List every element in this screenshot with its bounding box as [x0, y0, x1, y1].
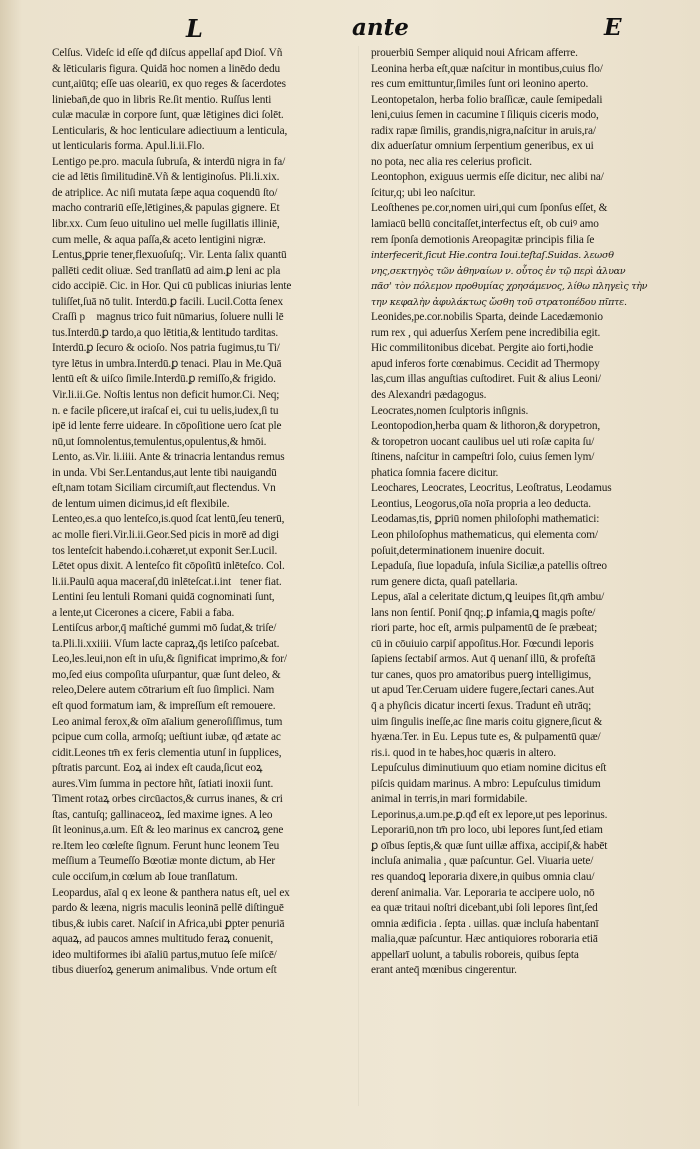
text-line: Vir.li.ii.Ge. Noſtis lentus non deficit humor.Ci. Neq; [52, 389, 280, 402]
text-line: Interdū.ꝑ ſecuro & ocioſo. Nos patria fugimus,tu Ti/ [52, 342, 280, 355]
right-text-column [371, 46, 671, 979]
text-line: Craſſi pᷓ magnus trico fuit nūmarius, ſoluere nulli lē [52, 311, 284, 324]
text-line: πᾶσ' τὸν πόλεμον προθυμίας χρησάμενος, λίθω πληγεὶς τὴν [371, 281, 648, 293]
text-line: Lento, as.Vir. li.iiii. Ante & trinacria lentandus remus [52, 451, 285, 464]
text-line: poſuit,determinationem inuenire docuit. [371, 544, 545, 557]
text-line: Leporariū,non tm̄ pro loco, ubi lepores ſunt,ſed etiam [371, 824, 603, 837]
text-line: de atriplice. Ac niſi mutata ſæpe aqua coquendū ſto/ [52, 186, 278, 199]
text-line: Lenteo,es.a quo lenteſco,is.quod ſcat lentū,ſeu tenerū, [52, 513, 285, 526]
text-line: pardo & leæna, nigris maculis leoninā pellē diſtinguē [52, 902, 284, 915]
text-line: eſt quod formatum iam, & impreſſum eſt remouere. [52, 699, 276, 712]
text-line: rem ſponſa demotionis Areopagitæ principis filia ſe [371, 233, 595, 246]
text-line: νης,σεκτηγὸς τῶν ἀθηναίων ν. οὗτος ἐν τῷ περὶ ἀλυαν [371, 265, 626, 277]
text-line: & toropetron uocant caulibus uel uti roſæ capita ſu/ [371, 435, 595, 448]
text-line: ꝑ oībus ſeptis,& quæ ſunt uillæ affixa, accipiſ,& habēt [371, 839, 608, 852]
text-line: ſtinens, naſcitur in campeſtri ſolo, cuius ſemen lym/ [371, 451, 595, 464]
text-line: apud inferos forte cœnabimus. Cecidit ad Thermopy [371, 357, 600, 370]
text-line: eſt,nam totam Siciliam circumiſt,aut flectendus. Vn [52, 482, 276, 495]
text-line: meſſium a Teumeſſo Bœotiæ monte dictum, ab Her [52, 855, 276, 868]
text-line: prouerbiū Semper aliquid noui Africam afferre. [371, 47, 578, 59]
text-line: malia,quæ paſcuntur. Hæc antiquiores roboraria etiā [371, 933, 598, 946]
text-line: tibus diuerſoꝝ generum animalibus. Vnde ortum eſt [52, 964, 277, 977]
text-line: linieban̄,de quo in libris Re.ſit mentio. Ruſſus lenti [52, 93, 272, 106]
text-line: Leporinus,a.um.pe.ꝑ.qđ eſt ex lepore,ut pes leporinus. [371, 808, 608, 821]
text-line: releo,Delere autem cōtrarium eſt ſuo ſimplici. Nam [52, 684, 275, 697]
left-text-column [52, 46, 364, 979]
text-line: lamiacū bellū concitaſſet,interfectus eſt, ob cuiꝰ amo [371, 218, 599, 231]
text-line: Lentigo pe.pro. macula ſubruſa, & interdū nigra in fa/ [52, 155, 286, 168]
text-line: Lepaduſa, ſiue lopaduſa, inſula Siciliæ,a patellis oſtreo [371, 560, 607, 573]
text-line: pcipue cum colla, armoſq; ueſtiunt iubæ, qđ ætate ac [52, 731, 281, 744]
text-line: interfecerit,ſicut Hie.contra Ioui.teſtaſ.Suidas. λεωσθ [371, 250, 614, 262]
text-line: lentū eſt & uiſco ſimile.Interdū.ꝑ remiſſo,& frigido. [52, 373, 276, 386]
text-line: q̄ a phyſicis dicatur incerti ſexus. Tradunt eñ utrāq; [371, 699, 592, 712]
text-line: Leoſthenes pe.cor,nomen uiri,qui cum ſponſus eſſet, & [371, 202, 608, 215]
text-line: macho contrariū eſſe,lētigines,& papulas gignere. Et [52, 202, 280, 215]
text-line: tus.Interdū.ꝑ tardo,a quo lētitia,& lentitudo tarditas. [52, 326, 279, 339]
text-line: Lepuſculus diminutiuum quo etiam nomine dicitus eſt [371, 762, 607, 775]
text-line: erant anteq̄ mœnibus cingerentur. [371, 964, 517, 977]
text-line: Leonides,pe.cor.nobilis Sparta, deinde Lacedæmonio [371, 311, 603, 324]
text-line: Leodamas,tis, ꝑpriū nomen philoſophi mathematici: [371, 513, 600, 526]
text-line: ipē id lente ferre uideare. In cōpoſitione uero ſcat ple [52, 420, 282, 433]
text-line: ſapiens ſectabiſ armos. Aut q̄ uenanſ illū, & profeſtā [371, 653, 596, 666]
text-line: tyre lētus in umbra.Interdū.ꝑ tenaci. Plau in Me.Quā [52, 357, 282, 370]
text-line: n. e facile pſicere,ut iraſcaſ ei, cui tu uelis,iudex,ſi tu [52, 404, 279, 417]
text-line: cū in cōuiuio carpiſ appoſitus.Hor. Fœcundi leporis [371, 637, 594, 650]
text-line: animal in terris,in mari formidabile. [371, 793, 528, 806]
text-line: ris.i. quod in te habes,hoc quæris in altero. [371, 746, 556, 759]
text-line: tos lenteſcit habendo.i.cohæret,ut exponit Ser.Lucil. [52, 544, 278, 557]
text-line: hyæna.Ter. in Eu. Lepus tute es, & pulpamentū quæ/ [371, 731, 601, 744]
text-line: Lentus,ꝑprie tener,flexuoſuſq;. Vir. Lenta ſalix quantū [52, 249, 287, 262]
text-line: appellarī uolunt, a tabulis roboreis, quibus ſepta [371, 948, 579, 961]
text-line: las,cum illas anguſtias cuſtodiret. Fuit & alius Leoni/ [371, 373, 601, 386]
text-line: & lēticularis figura. Quidā hoc nomen a linēdo dedu [52, 62, 280, 75]
text-line: Leontopodion,herba quam & lithoron,& dorypetron, [371, 420, 601, 433]
text-line: cido accipiē. Cic. in Hor. Qui cū publicas iniurias lente [52, 280, 292, 293]
text-line: ut lenticularis forma. Apul.li.ii.Flo. [52, 140, 205, 153]
text-line: a lente,ut Cicerones a cicere, Fabii a faba. [52, 606, 235, 619]
text-line: tur canes, quos pro amatoribus puerꝯ intelligimus, [371, 668, 592, 681]
text-line: in unda. Vbi Ser.Lentandus,aut lente tibi nauigandū [52, 466, 277, 479]
text-line: ut apud Ter.Ceruam uidere fugere,ſectari canes.Aut [371, 684, 594, 697]
text-line: cidit.Leones tm̄ ex feris clementia utunſ in ſupplices, [52, 746, 282, 759]
text-line: Leonina herba eſt,quæ naſcitur in montibus,cuius flo/ [371, 62, 603, 75]
text-line: radix rapæ ſimilis, grandis,nigra,naſcitur in aruis,ra/ [371, 124, 596, 137]
text-line: cie ad lētis ſimilitudinē.Vñ & lentiginoſus. Pli.li.xix. [52, 171, 280, 184]
text-line: leni,cuius ſemen in cacumine ī ſiliquis ciceris modo, [371, 109, 599, 122]
text-line: no pota, nec alia res celerius proficit. [371, 155, 532, 168]
text-line: tuliſſet,ſuā nō tulit. Interdū.ꝑ facili. Lucil.Cotta ſenex [52, 295, 283, 308]
text-line: uim ſingulis ineſſe,ac ſine maris coitu gignere,ſicut & [371, 715, 603, 728]
text-line: nū,ut ſomnolentus,temulentus,opulentus,& hmōi. [52, 435, 267, 448]
text-line: lans non ſentiſ. Poniſ q̄nq;.ꝑ infamia,ꝗ magis poſte/ [371, 606, 596, 619]
text-line: Leocrates,nomen ſculptoris inſignis. [371, 404, 529, 417]
text-line: Celſus. Videſc id eſſe qđ diſcus appellaſ apđ Dioſ. Vñ [52, 47, 283, 59]
text-line: derenſ animalia. Var. Leporaria te accipere uolo, nō [371, 886, 595, 899]
text-line: Leopardus, aīal q ex leone & panthera natus eſt, uel ex [52, 886, 290, 899]
text-line: ta.Pli.li.xxiiii. Vſum lacte capraꝝ,q̄s letiſco paſcebat. [52, 637, 280, 650]
header-right-letter: E [604, 14, 622, 41]
text-line: aures.Vim ſumma in pectore hñt, ſatiati inoxii ſunt. [52, 777, 274, 790]
text-line: piſcis quidam marinus. A mbro: Lepuſculus timidum [371, 777, 601, 790]
text-line: Leochares, Leocrates, Leocritus, Leoſtratus, Leodamus [371, 482, 612, 495]
text-line: libr.xx. Cum ſeuo uitulino uel melle ſugillatis illiniē, [52, 218, 280, 231]
header-center-word: ante [352, 14, 409, 41]
text-line: ſtas, cantuſq; gallinaceoꝝ, ſed maxime ignes. A leo [52, 808, 273, 821]
text-line: riori parte, hoc eſt, armis pulpamentū de ſe præbeat; [371, 622, 598, 635]
text-line: Lentini ſeu lentuli Romani quidā cognominati ſunt, [52, 591, 275, 604]
text-line: li.ii.Paulū aqua maceraſ,dū inlēteſcat.i.intᷓtener fiat. [52, 575, 282, 588]
text-line: tibus,& iubis caret. Naſciſ in Africa,ubi ꝑpter penuriā [52, 917, 285, 930]
text-line: pallēti cedit oliuæ. Sed tranſlatū ad aim.ꝑ leni ac pla [52, 264, 281, 277]
text-line: ſit leoninus,a.um. Eſt & leo marinus ex cancroꝝ gene [52, 824, 284, 837]
text-line: rum genere dicta, quaſi patellaria. [371, 575, 518, 588]
header-left-letter: L [186, 14, 203, 43]
text-line: cunt,aiūtq; eſſe uas oleariū, ex quo reges & ſacerdotes [52, 78, 286, 91]
text-line: Leon philoſophus mathematicus, qui elementa com/ [371, 528, 598, 541]
text-line: Leontopetalon, herba folio braſſicæ, caule ſemipedali [371, 93, 603, 106]
text-line: rum rex , qui aduerſus Xerſem pene incredibilia egit. [371, 326, 601, 339]
text-line: την κεφαλὴν ἀφυλάκτως ὤσθη τοῦ στρατοπέδου πῖπτε. [371, 296, 627, 308]
text-line: Leontophon, exiguus uermis eſſe dicitur, nec alibi na/ [371, 171, 604, 184]
text-line: phatica ſomnia facere dicitur. [371, 466, 499, 479]
text-line: ea quæ tritaui noſtri dicebant,ubi ſoli lepores ſint,ſed [371, 902, 598, 915]
text-line: des Alexandri pædagogus. [371, 389, 487, 402]
text-line: mo,ſed eius compoſita uſurpantur, quæ ſunt deleo, & [52, 668, 281, 681]
text-line: Timent rotaꝝ orbes circūactos,& currus inanes, & cri [52, 793, 283, 806]
text-line: cule occiſum,in cœlum ab Ioue tranſlatum. [52, 870, 238, 883]
text-line: ſcitur,q; ubi leo naſcitur. [371, 186, 476, 199]
text-line: re.Item leo cœleſte ſignum. Ferunt hunc leonem Teu [52, 839, 280, 852]
text-line: Lētet opus dixit. A lenteſco fit cōpoſitū inlēteſco. Col. [52, 560, 285, 573]
text-line: ac molle fieri.Vir.li.ii.Geor.Sed picis in morē ad digi [52, 528, 279, 541]
text-line: de lentum uimen dicimus,id eſt flexibile. [52, 497, 230, 510]
text-line: Lepus, aīal a celeritate dictum,ꝗ leuipes ſit,qm̄ ambu/ [371, 591, 605, 604]
text-line: Lentiſcus arbor,q̄ maſtiché gummi mō ſudat,& triſe/ [52, 622, 277, 635]
text-line: res cum emittuntur,ſimiles ſunt ori leonino aperto. [371, 78, 589, 91]
text-line: cum melle, & aqua paſſa,& aceto lentigini nigræ. [52, 233, 266, 246]
text-line: Leontius, Leogorus,oīa noīa propria a leo deducta. [371, 497, 591, 510]
text-line: Lenticularis, & hoc lenticulare adiectiuum a lenticula, [52, 124, 288, 137]
text-line: omnia ædificia . ſepta . uillas. quæ incluſa habentanī [371, 917, 599, 930]
text-line: Leo,les.leui,non eſt in uſu,& ſignificat imprimo,& for/ [52, 653, 287, 666]
text-line: aquaꝝ, ad paucos amnes multitudo feraꝝ conuenit, [52, 933, 274, 946]
text-line: dix aduerſatur omnium ſerpentium generibus, ex ui [371, 140, 594, 153]
text-line: pſtratis parcunt. Eoꝝ ai index eſt cauda,ſicut eoꝝ [52, 762, 263, 775]
text-line: ideo multiformes ibi aīaliū partus,mutuo ſeſe miſcē/ [52, 948, 277, 961]
text-line: incluſa animalia , quæ paſcuntur. Gel. Viuaria uete/ [371, 855, 594, 868]
text-line: culæ maculæ in corpore ſunt, quæ lētigines dici ſolēt. [52, 109, 284, 122]
text-line: Leo animal ferox,& oīm aīalium generoſiſſimus, tum [52, 715, 283, 728]
text-line: res quandoꝗ leporaria dixere,in quibus omnia clau/ [371, 870, 595, 883]
text-line: Hic commilitonibus dicebat. Pergite aio forti,hodie [371, 342, 594, 355]
running-header [0, 14, 700, 44]
